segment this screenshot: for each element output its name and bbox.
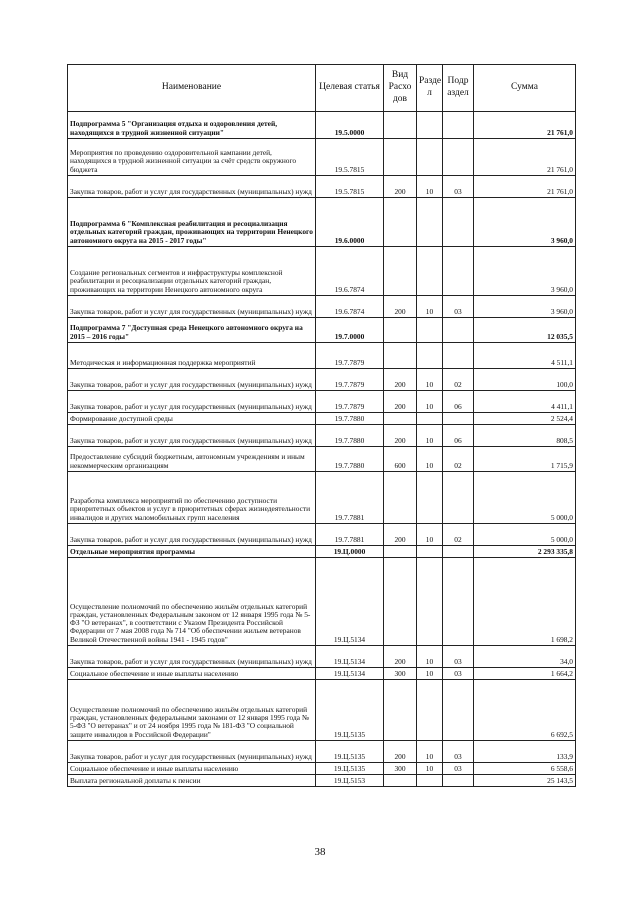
- cell-name: Закупка товаров, работ и услуг для государственных (муниципальных) нужд: [68, 741, 316, 763]
- cell-name: Подпрограмма 6 "Комплексная реабилитация и ресоциализация отдельных категорий граждан, проживающих на территории Ненецкого автономного округа на 2015 - 2017 годы": [68, 198, 316, 247]
- table-row: [68, 413, 576, 425]
- cell-sum: 4 411,1: [474, 391, 576, 413]
- cell-target-article: 19.7.7879: [316, 343, 384, 369]
- cell-subsection: 03: [443, 741, 474, 763]
- cell-sum: 5 000,0: [474, 524, 576, 546]
- table-row: [68, 558, 576, 646]
- cell-subsection: 06: [443, 391, 474, 413]
- cell-subsection: 02: [443, 447, 474, 472]
- cell-section: [417, 343, 443, 369]
- cell-target-article: 19.5.7815: [316, 139, 384, 176]
- cell-subsection: [443, 413, 474, 425]
- cell-sum: 21 761,0: [474, 112, 576, 139]
- table-row: [68, 425, 576, 447]
- cell-section: 10: [417, 391, 443, 413]
- cell-expense-type: [384, 472, 417, 524]
- cell-target-article: 19.7.0000: [316, 318, 384, 343]
- cell-name: Закупка товаров, работ и услуг для государственных (муниципальных) нужд: [68, 524, 316, 546]
- table-row: [68, 741, 576, 763]
- cell-subsection: 02: [443, 369, 474, 391]
- cell-sum: 12 035,5: [474, 318, 576, 343]
- cell-target-article: 19.Ц.5134: [316, 558, 384, 646]
- cell-section: [417, 139, 443, 176]
- cell-target-article: 19.7.7879: [316, 369, 384, 391]
- cell-target-article: 19.5.7815: [316, 176, 384, 198]
- cell-section: [417, 546, 443, 558]
- cell-section: 10: [417, 524, 443, 546]
- cell-section: 10: [417, 763, 443, 775]
- cell-name: Закупка товаров, работ и услуг для государственных (муниципальных) нужд: [68, 391, 316, 413]
- cell-section: [417, 413, 443, 425]
- cell-name: Отдельные мероприятия программы: [68, 546, 316, 558]
- cell-target-article: 19.7.7881: [316, 524, 384, 546]
- cell-section: 10: [417, 741, 443, 763]
- cell-subsection: [443, 472, 474, 524]
- cell-sum: 3 960,0: [474, 247, 576, 296]
- cell-sum: 6 692,5: [474, 680, 576, 741]
- cell-name: Формирование доступной среды: [68, 413, 316, 425]
- cell-target-article: 19.Ц.5134: [316, 646, 384, 668]
- cell-name: Создание региональных сегментов и инфраструктуры комплексной реабилитации и ресоциализации отдельных категорий граждан, проживающих на территории Ненецкого автономного округа: [68, 247, 316, 296]
- cell-sum: 4 511,1: [474, 343, 576, 369]
- cell-expense-type: [384, 680, 417, 741]
- cell-sum: 2 524,4: [474, 413, 576, 425]
- cell-sum: 6 558,6: [474, 763, 576, 775]
- page-number: 38: [314, 846, 326, 858]
- cell-subsection: [443, 247, 474, 296]
- header-section: Разде л: [417, 65, 443, 112]
- cell-expense-type: 300: [384, 763, 417, 775]
- cell-sum: 3 960,0: [474, 296, 576, 318]
- cell-expense-type: 200: [384, 296, 417, 318]
- table-row: [68, 646, 576, 668]
- table-row: [68, 775, 576, 787]
- cell-name: Социальное обеспечение и иные выплаты населению: [68, 668, 316, 680]
- cell-name: Закупка товаров, работ и услуг для государственных (муниципальных) нужд: [68, 176, 316, 198]
- cell-sum: 21 761,0: [474, 139, 576, 176]
- cell-subsection: [443, 680, 474, 741]
- cell-subsection: 06: [443, 425, 474, 447]
- cell-expense-type: 300: [384, 668, 417, 680]
- cell-name: Закупка товаров, работ и услуг для государственных (муниципальных) нужд: [68, 296, 316, 318]
- table-row: [68, 546, 576, 558]
- cell-subsection: [443, 546, 474, 558]
- table-row: [68, 112, 576, 139]
- cell-name: Разработка комплекса мероприятий по обеспечению доступности приоритетных объектов и услуг в приоритетных сферах жизнедеятельности инвалидов и других маломобильных групп населения: [68, 472, 316, 524]
- table-row: [68, 247, 576, 296]
- cell-subsection: 03: [443, 668, 474, 680]
- cell-expense-type: 200: [384, 646, 417, 668]
- cell-sum: 100,0: [474, 369, 576, 391]
- cell-expense-type: [384, 413, 417, 425]
- table-row: [68, 763, 576, 775]
- header-name: Наименование: [68, 65, 316, 112]
- table-row: [68, 139, 576, 176]
- header-expense-type: Вид Расхо дов: [384, 65, 417, 112]
- cell-subsection: 03: [443, 763, 474, 775]
- header-target-article: Целевая статья: [316, 65, 384, 112]
- cell-sum: 1 698,2: [474, 558, 576, 646]
- cell-expense-type: [384, 558, 417, 646]
- cell-subsection: [443, 112, 474, 139]
- cell-subsection: 03: [443, 176, 474, 198]
- cell-name: Осуществление полномочий по обеспечению жильём отдельных категорий граждан, установленных федеральными законами от 12 января 1995 года № 5-ФЗ "О ветеранах" и от 24 ноября 1995 года № 181-ФЗ "О социальной защите инвалидов в Российской Федерации": [68, 680, 316, 741]
- cell-section: [417, 558, 443, 646]
- cell-section: 10: [417, 369, 443, 391]
- cell-section: [417, 198, 443, 247]
- cell-section: [417, 775, 443, 787]
- cell-sum: 808,5: [474, 425, 576, 447]
- cell-sum: 133,9: [474, 741, 576, 763]
- cell-sum: 1 664,2: [474, 668, 576, 680]
- cell-expense-type: [384, 318, 417, 343]
- cell-target-article: 19.Ц.0000: [316, 546, 384, 558]
- cell-name: Подпрограмма 5 "Организация отдыха и оздоровления детей, находящихся в трудной жизненной ситуации": [68, 112, 316, 139]
- cell-section: [417, 247, 443, 296]
- cell-subsection: [443, 558, 474, 646]
- table-row: [68, 524, 576, 546]
- cell-subsection: [443, 775, 474, 787]
- table-row: [68, 343, 576, 369]
- cell-sum: 21 761,0: [474, 176, 576, 198]
- cell-expense-type: 200: [384, 369, 417, 391]
- cell-expense-type: 200: [384, 391, 417, 413]
- table-row: [68, 447, 576, 472]
- table-row: [68, 318, 576, 343]
- table-row: [68, 296, 576, 318]
- cell-name: Мероприятия по проведению оздоровительной кампании детей, находящихся в трудной жизненной ситуации за счёт средств окружного бюджета: [68, 139, 316, 176]
- table-body: [68, 112, 576, 787]
- cell-section: 10: [417, 447, 443, 472]
- cell-expense-type: 200: [384, 524, 417, 546]
- cell-target-article: 19.Ц.5134: [316, 668, 384, 680]
- header-subsection: Подр аздел: [443, 65, 474, 112]
- cell-target-article: 19.7.7880: [316, 425, 384, 447]
- cell-name: Выплата региональной доплаты к пенсии: [68, 775, 316, 787]
- table-row: [68, 369, 576, 391]
- header-sum: Сумма: [474, 65, 576, 112]
- table-row: [68, 668, 576, 680]
- table-row: [68, 198, 576, 247]
- cell-target-article: 19.Ц.5135: [316, 741, 384, 763]
- cell-section: [417, 472, 443, 524]
- cell-section: 10: [417, 425, 443, 447]
- cell-name: Предоставление субсидий бюджетным, автономным учреждениям и иным некоммерческим организациям: [68, 447, 316, 472]
- cell-subsection: [443, 318, 474, 343]
- cell-target-article: 19.Ц.5135: [316, 680, 384, 741]
- cell-sum: 2 293 335,8: [474, 546, 576, 558]
- cell-expense-type: 200: [384, 176, 417, 198]
- budget-table: [67, 64, 576, 787]
- cell-target-article: 19.7.7880: [316, 413, 384, 425]
- cell-target-article: 19.6.7874: [316, 247, 384, 296]
- cell-section: [417, 112, 443, 139]
- cell-expense-type: 200: [384, 425, 417, 447]
- cell-section: [417, 680, 443, 741]
- cell-target-article: 19.5.0000: [316, 112, 384, 139]
- cell-expense-type: 200: [384, 741, 417, 763]
- cell-sum: 3 960,0: [474, 198, 576, 247]
- cell-expense-type: [384, 139, 417, 176]
- cell-section: 10: [417, 176, 443, 198]
- cell-expense-type: [384, 546, 417, 558]
- cell-sum: 34,0: [474, 646, 576, 668]
- cell-section: 10: [417, 668, 443, 680]
- cell-name: Подпрограмма 7 "Доступная среда Ненецкого автономного округа на 2015 – 2016 годы": [68, 318, 316, 343]
- cell-expense-type: [384, 198, 417, 247]
- cell-section: [417, 318, 443, 343]
- cell-target-article: 19.6.0000: [316, 198, 384, 247]
- cell-target-article: 19.Ц.5153: [316, 775, 384, 787]
- table-row: [68, 391, 576, 413]
- cell-target-article: 19.7.7880: [316, 447, 384, 472]
- cell-name: Закупка товаров, работ и услуг для государственных (муниципальных) нужд: [68, 646, 316, 668]
- cell-name: Закупка товаров, работ и услуг для государственных (муниципальных) нужд: [68, 369, 316, 391]
- cell-subsection: 03: [443, 296, 474, 318]
- cell-name: Социальное обеспечение и иные выплаты населению: [68, 763, 316, 775]
- table-row: [68, 680, 576, 741]
- cell-expense-type: [384, 775, 417, 787]
- cell-expense-type: [384, 112, 417, 139]
- cell-sum: 25 143,5: [474, 775, 576, 787]
- cell-subsection: [443, 198, 474, 247]
- cell-subsection: [443, 139, 474, 176]
- cell-expense-type: [384, 343, 417, 369]
- cell-target-article: 19.Ц.5135: [316, 763, 384, 775]
- table-row: [68, 472, 576, 524]
- cell-section: 10: [417, 296, 443, 318]
- cell-target-article: 19.7.7879: [316, 391, 384, 413]
- cell-subsection: [443, 343, 474, 369]
- cell-name: Осуществление полномочий по обеспечению жильём отдельных категорий граждан, установленных Федеральным законом от 12 января 1995 года № 5-ФЗ "О ветеранах", в соответствии с Указом Президента Российской Федерации от 7 мая 2008 года № 714 "Об обеспечении жильем ветеранов Великой Отечественной войны 1941 - 1945 годов": [68, 558, 316, 646]
- cell-name: Закупка товаров, работ и услуг для государственных (муниципальных) нужд: [68, 425, 316, 447]
- table-header-row: [68, 65, 576, 112]
- table-row: [68, 176, 576, 198]
- cell-subsection: 03: [443, 646, 474, 668]
- cell-section: 10: [417, 646, 443, 668]
- cell-subsection: 02: [443, 524, 474, 546]
- cell-sum: 1 715,9: [474, 447, 576, 472]
- cell-expense-type: [384, 247, 417, 296]
- cell-expense-type: 600: [384, 447, 417, 472]
- cell-name: Методическая и информационная поддержка мероприятий: [68, 343, 316, 369]
- cell-sum: 5 000,0: [474, 472, 576, 524]
- cell-target-article: 19.6.7874: [316, 296, 384, 318]
- cell-target-article: 19.7.7881: [316, 472, 384, 524]
